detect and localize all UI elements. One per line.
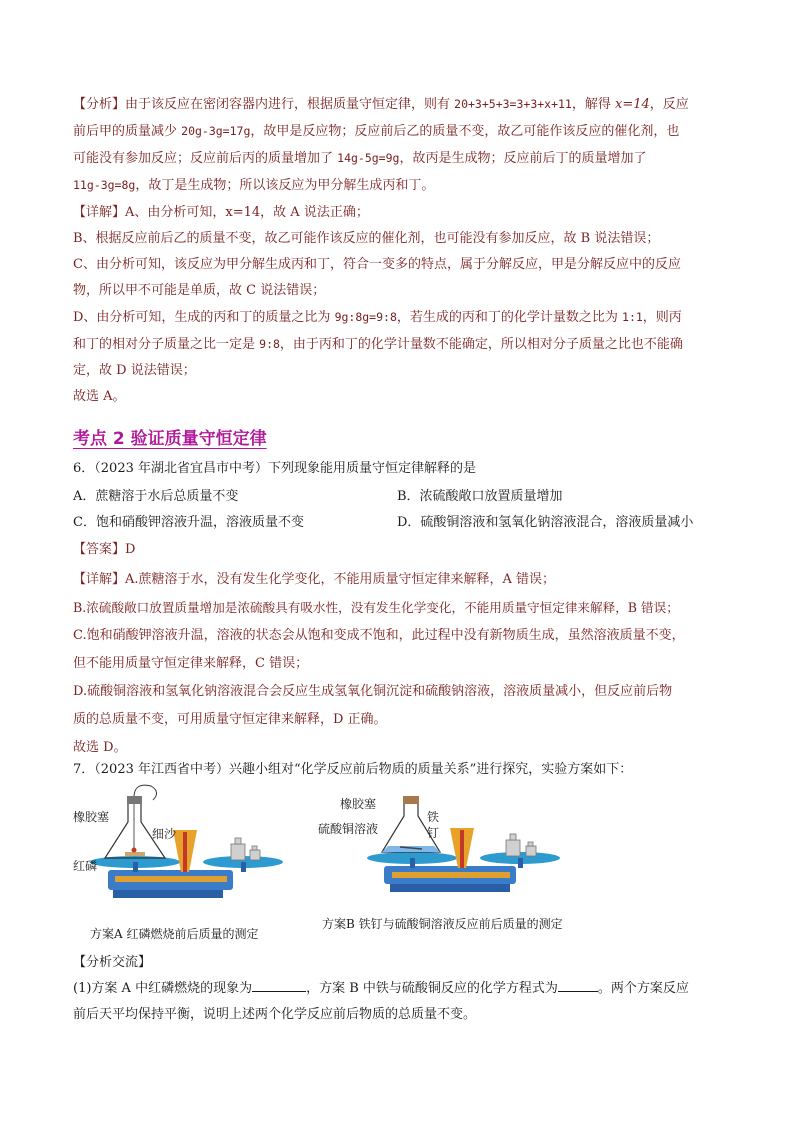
q6-answer-value: D — [125, 542, 136, 557]
weight-large — [231, 844, 245, 860]
balance-scale-strip — [115, 876, 227, 882]
balance-scale-strip — [392, 872, 510, 878]
detail-line-d2: 和丁的相对分子质量之比一定是 9:8，由于丙和丁的化学计量数不能确定，所以相对分子质量之比也不能确 — [73, 337, 683, 352]
q6-option-d: D．硫酸铜溶液和氢氧化钠溶液混合，溶液质量减小 — [397, 515, 694, 530]
q6-stem: 6．（2023 年湖北省宜昌市中考）下列现象能用质量守恒定律解释的是 — [73, 461, 476, 476]
detail-choice: 故选 A。 — [73, 389, 126, 404]
analysis-paragraph — [73, 91, 725, 199]
analysis-line-3: 可能没有参加反应；反应前后丙的质量增加了 14g-5g=9g，故丙是生成物；反应前后丁的质量增加了 — [73, 151, 647, 166]
weight-small — [250, 850, 260, 860]
balance-base — [390, 884, 510, 892]
figure-a-balance — [73, 782, 288, 912]
fig-b-label-iron: 铁 — [427, 810, 440, 824]
detail-line-d3: 定，故 D 说法错误； — [73, 363, 196, 378]
q6-option-a: A．蔗糖溶于水后总质量不变 — [73, 489, 239, 504]
analysis-line-4: 11g-3g=8g，故丁是生成物；所以该反应为甲分解生成丙和丁。 — [73, 178, 435, 193]
answer-blank-1[interactable] — [252, 977, 306, 992]
rubber-stopper — [403, 796, 419, 804]
copper-sulfate-solution — [382, 846, 440, 852]
fig-a-label-stopper: 橡胶塞 — [73, 810, 110, 824]
q7-stem: 7．（2023 年江西省中考）兴趣小组对“化学反应前后物质的质量关系”进行探究，实验方案如下： — [73, 762, 633, 777]
detail-line-c1: C、由分析可知，该反应为甲分解生成丙和丁，符合一变多的特点，属于分解反应，甲是分解反应中的反应 — [73, 257, 681, 272]
rubber-stopper — [127, 796, 142, 804]
weight-large — [506, 840, 520, 856]
q6-answer: 【答案】D — [73, 542, 136, 557]
answer-blank-2[interactable] — [558, 977, 598, 992]
section-heading: 考点 2 验证质量守恒定律 — [73, 429, 267, 449]
analysis-label: 【分析】 — [73, 97, 126, 112]
red-phosphorus — [132, 848, 137, 853]
detail-line-c2: 物，所以甲不可能是单质，故 C 说法错误； — [73, 283, 326, 298]
fig-b-label-nail: 钉 — [427, 826, 440, 840]
q6-option-b: B．浓硫酸敞口放置质量增加 — [397, 489, 563, 504]
q7-section-label: 【分析交流】 — [73, 955, 152, 970]
analysis-line-1: 【分析】由于该反应在密闭容器内进行，根据质量守恒定律，则有 20+3+5+3=3+3+x+11，解得 x=14，反应 — [73, 97, 689, 112]
detail-line-a: 【详解】A、由分析可知，x=14，故 A 说法正确； — [73, 205, 369, 220]
fig-a-label-phosphorus: 红磷 — [73, 859, 98, 873]
detail-line-b: B、根据反应前后乙的质量不变，故乙可能作该反应的催化剂，也可能没有参加反应，故 B 说法错误； — [73, 231, 660, 246]
fig-a-caption: 方案A 红磷燃烧前后质量的测定 — [90, 927, 259, 941]
analysis-line-2: 前后甲的质量减少 20g-3g=17g，故甲是反应物；反应前后乙的质量不变，故乙可能作该反应的催化剂，也 — [73, 124, 680, 139]
fig-b-label-stopper: 橡胶塞 — [340, 797, 377, 811]
detail-paragraph — [73, 200, 725, 410]
fig-a-label-sand: 细沙 — [152, 827, 177, 841]
fine-sand — [125, 852, 145, 856]
detail-line-d1: D、由分析可知，生成的丙和丁的质量之比为 9g:8g=9:8，若生成的丙和丁的化学计量数之比为 1:1，则丙 — [73, 310, 682, 325]
q6-option-c: C．饱和硝酸钾溶液升温，溶液质量不变 — [73, 515, 304, 530]
q6-detail: 【详解】A.蔗糖溶于水，没有发生化学变化，不能用质量守恒定律来解释，A 错误； B.浓硫酸敞口放置质量增加是浓硫酸具有吸水性，没有发生化学变化，不能用质量守恒定律来解释，B 错误； C.饱和硝酸钾溶液升温，溶液的状态会从饱和变成不饱和，此过程中没有新物质生成，虽然溶液质量不变， 但不能用质量守恒定律来解释，C 错误； D.硫酸铜溶液和氢氧化钠溶液混合会反应生成氢氧化铜沉淀和硫酸钠溶液，溶液质量减小，但反应前后物 质的总质量不变，可用质量守恒定律来解释，D 正确。 故选 D。 — [73, 572, 685, 755]
weight-small — [526, 846, 536, 856]
balance-base — [113, 890, 223, 898]
fig-b-label-solution: 硫酸铜溶液 — [318, 822, 379, 836]
fig-b-caption: 方案B 铁钉与硫酸铜溶液反应前后质量的测定 — [322, 917, 563, 931]
q7-part1: (1)方案 A 中红磷燃烧的现象为 ，方案 B 中铁与硫酸铜反应的化学方程式为 。两个方案反应 前后天平均保持平衡，说明上述两个化学反应前后物质的总质量不变。 — [73, 976, 725, 1028]
